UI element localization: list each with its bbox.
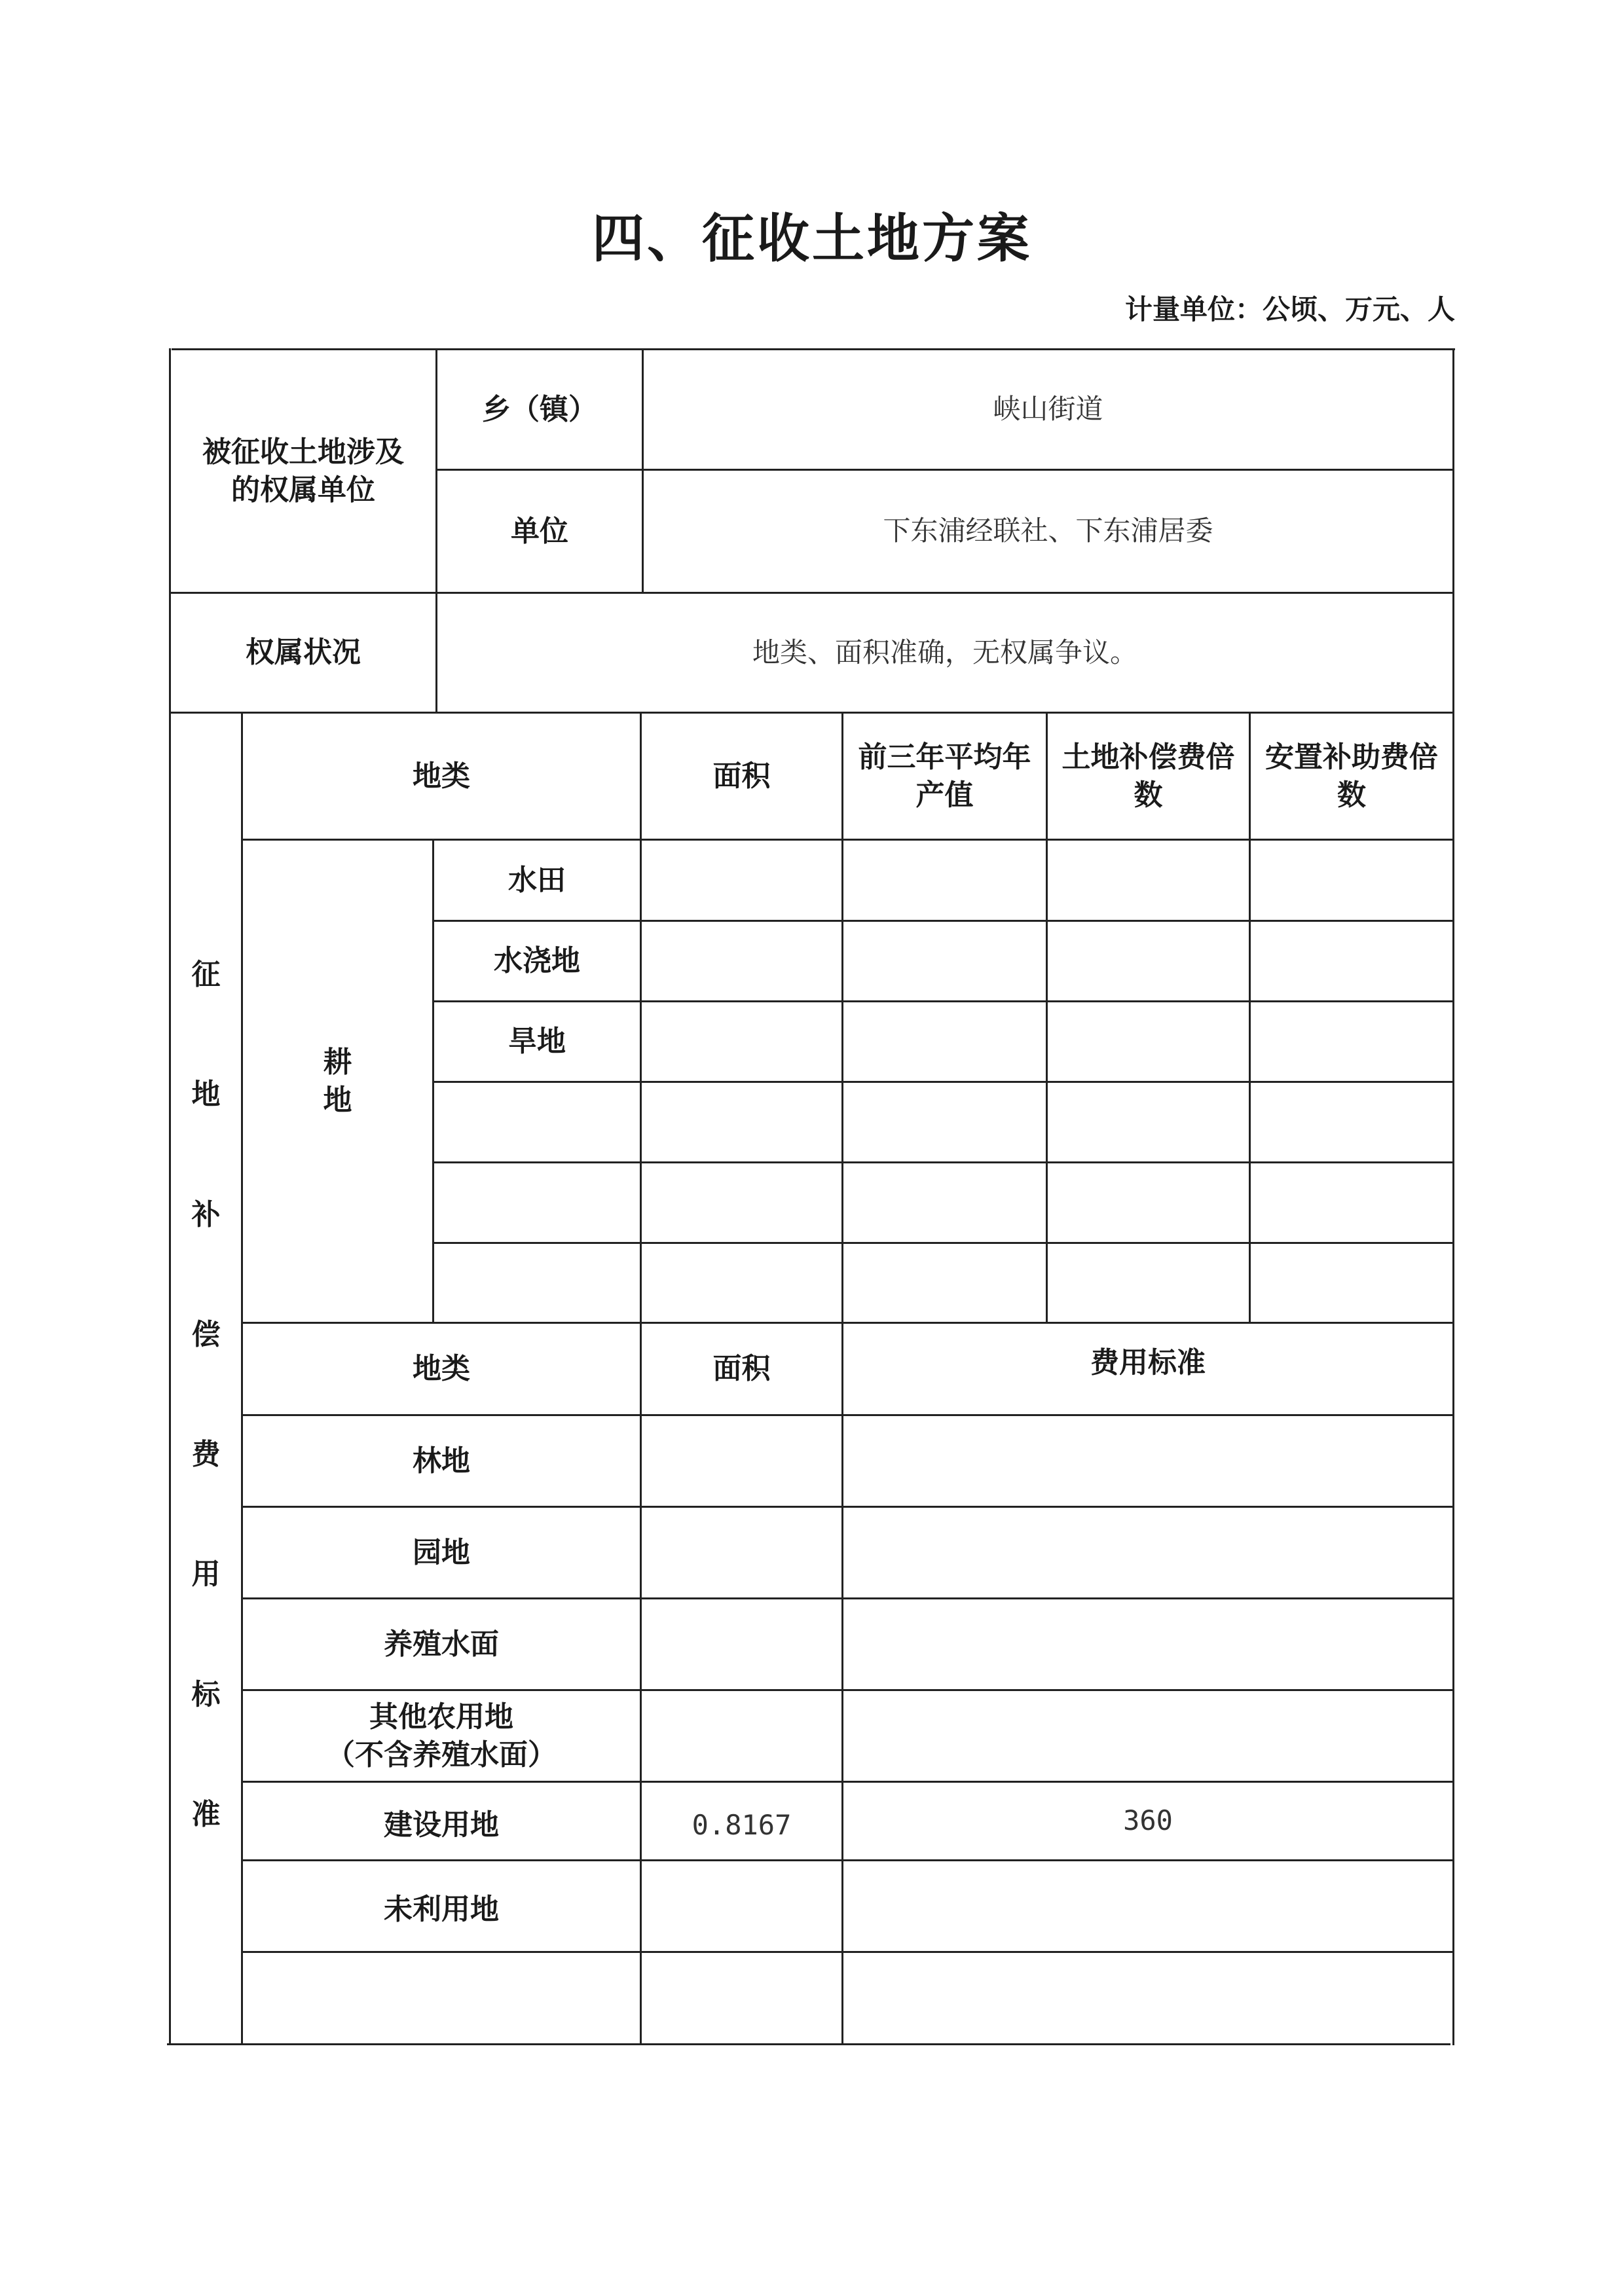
unit-value: 下东浦经联社、下东浦居委 (883, 515, 1213, 547)
side-char: 标 (191, 1677, 221, 1711)
row-type-dry: 旱地 (508, 1025, 566, 1059)
row-type-forest: 林地 (413, 1444, 470, 1478)
divider (432, 1081, 1454, 1083)
side-char: 补 (191, 1197, 221, 1231)
side-char: 地 (191, 1078, 221, 1112)
header-avg-output: 前三年平均年产值 (858, 740, 1031, 812)
side-char: 准 (191, 1797, 221, 1831)
header-land-type-2: 地类 (413, 1352, 470, 1386)
unit-label: 单位 (511, 514, 568, 548)
side-char: 征 (191, 958, 221, 991)
town-label: 乡（镇） (482, 392, 597, 426)
cultivated-char: 耕 (323, 1046, 352, 1080)
divider (432, 1161, 1454, 1163)
header-land-comp-multiple: 土地补偿费倍数 (1061, 740, 1235, 812)
cultivated-char: 地 (323, 1083, 352, 1117)
header-land-type: 地类 (413, 759, 470, 793)
header-resettle-multiple: 安置补助费倍数 (1265, 740, 1438, 812)
cultivated-group-label (243, 841, 432, 1322)
other-agri-note: （不含养殖水面） (326, 1738, 557, 1772)
divider (432, 1242, 1454, 1244)
construction-area-value: 0.8167 (692, 1808, 792, 1841)
page-title: 四、征收土地方案 (592, 208, 1032, 269)
other-agri-label: 其他农用地 (369, 1700, 513, 1734)
header-area-2: 面积 (712, 1352, 771, 1386)
header-area: 面积 (712, 759, 771, 793)
row-type-construction: 建设用地 (384, 1808, 499, 1842)
header-fee-standard: 费用标准 (1090, 1346, 1206, 1380)
table-border-bottom (167, 2043, 1450, 2045)
row-type-garden: 园地 (413, 1535, 470, 1569)
ownership-status-value: 地类、面积准确，无权属争议。 (752, 636, 1137, 668)
row-type-unused: 未利用地 (384, 1892, 499, 1926)
row-type-irrigated: 水浇地 (494, 944, 580, 978)
row-type-paddy: 水田 (508, 863, 566, 897)
unit-note: 计量单位：公顷、万元、人 (1124, 293, 1455, 325)
row-type-aquaculture: 养殖水面 (384, 1627, 499, 1661)
divider (241, 1951, 1454, 1953)
construction-fee-value: 360 (1123, 1804, 1173, 1837)
ownership-status-label: 权属状况 (246, 636, 361, 670)
side-char: 偿 (191, 1317, 221, 1351)
ownership-unit-label: 被征收土地涉及的权属单位 (202, 435, 404, 507)
table-border-right (1452, 348, 1454, 2045)
row-type-other-agri (243, 1691, 640, 1781)
side-char: 用 (191, 1558, 221, 1592)
side-char: 费 (191, 1438, 221, 1471)
compensation-side-label (171, 956, 241, 1833)
town-value: 峡山街道 (993, 393, 1103, 426)
